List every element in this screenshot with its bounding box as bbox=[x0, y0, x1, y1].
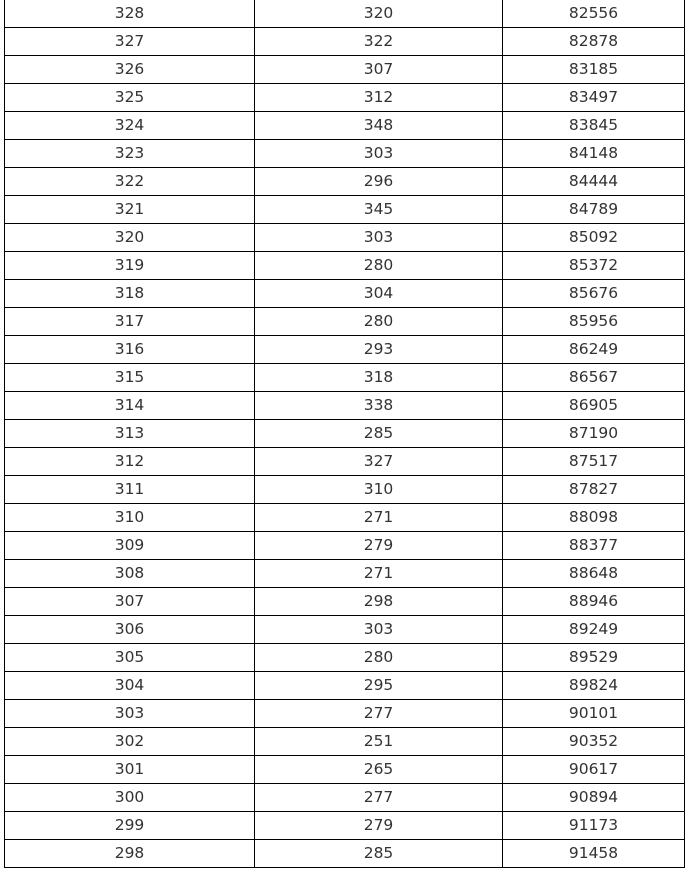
table-row bbox=[5, 224, 685, 252]
count-cell: 279 bbox=[255, 812, 503, 840]
table-row bbox=[5, 392, 685, 420]
count-cell: 303 bbox=[255, 616, 503, 644]
score-distribution-table-container bbox=[4, 0, 684, 868]
table-row bbox=[5, 336, 685, 364]
table-row bbox=[5, 140, 685, 168]
table-row bbox=[5, 280, 685, 308]
score-cell: 325 bbox=[5, 84, 255, 112]
score-cell: 321 bbox=[5, 196, 255, 224]
count-cell: 280 bbox=[255, 308, 503, 336]
score-cell: 310 bbox=[5, 504, 255, 532]
cumulative-count-cell: 82878 bbox=[503, 28, 685, 56]
score-cell: 311 bbox=[5, 476, 255, 504]
score-cell: 302 bbox=[5, 728, 255, 756]
score-cell: 327 bbox=[5, 28, 255, 56]
table-row bbox=[5, 784, 685, 812]
score-cell: 318 bbox=[5, 280, 255, 308]
cumulative-count-cell: 89824 bbox=[503, 672, 685, 700]
cumulative-count-cell: 90894 bbox=[503, 784, 685, 812]
count-cell: 296 bbox=[255, 168, 503, 196]
table-row bbox=[5, 112, 685, 140]
score-cell: 298 bbox=[5, 840, 255, 868]
cumulative-count-cell: 90101 bbox=[503, 700, 685, 728]
cumulative-count-cell: 89249 bbox=[503, 616, 685, 644]
score-cell: 313 bbox=[5, 420, 255, 448]
count-cell: 251 bbox=[255, 728, 503, 756]
score-cell: 303 bbox=[5, 700, 255, 728]
score-cell: 320 bbox=[5, 224, 255, 252]
count-cell: 295 bbox=[255, 672, 503, 700]
count-cell: 271 bbox=[255, 504, 503, 532]
score-cell: 299 bbox=[5, 812, 255, 840]
count-cell: 265 bbox=[255, 756, 503, 784]
score-cell: 323 bbox=[5, 140, 255, 168]
cumulative-count-cell: 89529 bbox=[503, 644, 685, 672]
cumulative-count-cell: 86567 bbox=[503, 364, 685, 392]
count-cell: 277 bbox=[255, 784, 503, 812]
table-row bbox=[5, 560, 685, 588]
score-cell: 328 bbox=[5, 0, 255, 28]
table-row bbox=[5, 532, 685, 560]
score-cell: 315 bbox=[5, 364, 255, 392]
table-row bbox=[5, 196, 685, 224]
count-cell: 338 bbox=[255, 392, 503, 420]
cumulative-count-cell: 88946 bbox=[503, 588, 685, 616]
table-row bbox=[5, 728, 685, 756]
cumulative-count-cell: 87190 bbox=[503, 420, 685, 448]
cumulative-count-cell: 84444 bbox=[503, 168, 685, 196]
cumulative-count-cell: 91173 bbox=[503, 812, 685, 840]
cumulative-count-cell: 85372 bbox=[503, 252, 685, 280]
cumulative-count-cell: 86249 bbox=[503, 336, 685, 364]
cumulative-count-cell: 88648 bbox=[503, 560, 685, 588]
table-row bbox=[5, 476, 685, 504]
count-cell: 318 bbox=[255, 364, 503, 392]
cumulative-count-cell: 82556 bbox=[503, 0, 685, 28]
table-row bbox=[5, 840, 685, 868]
cumulative-count-cell: 85956 bbox=[503, 308, 685, 336]
count-cell: 293 bbox=[255, 336, 503, 364]
score-cell: 324 bbox=[5, 112, 255, 140]
score-cell: 301 bbox=[5, 756, 255, 784]
cumulative-count-cell: 85676 bbox=[503, 280, 685, 308]
cumulative-count-cell: 83185 bbox=[503, 56, 685, 84]
cumulative-count-cell: 88098 bbox=[503, 504, 685, 532]
cumulative-count-cell: 84789 bbox=[503, 196, 685, 224]
count-cell: 303 bbox=[255, 224, 503, 252]
cumulative-count-cell: 83845 bbox=[503, 112, 685, 140]
cumulative-count-cell: 90352 bbox=[503, 728, 685, 756]
table-row bbox=[5, 756, 685, 784]
count-cell: 280 bbox=[255, 644, 503, 672]
table-row bbox=[5, 84, 685, 112]
table-row bbox=[5, 364, 685, 392]
table-row bbox=[5, 504, 685, 532]
score-cell: 312 bbox=[5, 448, 255, 476]
table-row bbox=[5, 420, 685, 448]
score-cell: 326 bbox=[5, 56, 255, 84]
table-row bbox=[5, 588, 685, 616]
cumulative-count-cell: 85092 bbox=[503, 224, 685, 252]
score-distribution-table bbox=[4, 0, 685, 868]
count-cell: 304 bbox=[255, 280, 503, 308]
cumulative-count-cell: 87827 bbox=[503, 476, 685, 504]
score-cell: 300 bbox=[5, 784, 255, 812]
score-cell: 322 bbox=[5, 168, 255, 196]
table-row bbox=[5, 616, 685, 644]
table-row bbox=[5, 308, 685, 336]
cumulative-count-cell: 88377 bbox=[503, 532, 685, 560]
cumulative-count-cell: 87517 bbox=[503, 448, 685, 476]
table-row bbox=[5, 252, 685, 280]
count-cell: 277 bbox=[255, 700, 503, 728]
count-cell: 320 bbox=[255, 0, 503, 28]
cumulative-count-cell: 91458 bbox=[503, 840, 685, 868]
count-cell: 348 bbox=[255, 112, 503, 140]
count-cell: 285 bbox=[255, 420, 503, 448]
table-row bbox=[5, 28, 685, 56]
table-row bbox=[5, 644, 685, 672]
count-cell: 279 bbox=[255, 532, 503, 560]
count-cell: 310 bbox=[255, 476, 503, 504]
score-cell: 319 bbox=[5, 252, 255, 280]
score-cell: 308 bbox=[5, 560, 255, 588]
score-cell: 305 bbox=[5, 644, 255, 672]
score-cell: 317 bbox=[5, 308, 255, 336]
table-body bbox=[5, 0, 685, 868]
count-cell: 327 bbox=[255, 448, 503, 476]
cumulative-count-cell: 84148 bbox=[503, 140, 685, 168]
score-cell: 304 bbox=[5, 672, 255, 700]
score-cell: 307 bbox=[5, 588, 255, 616]
count-cell: 345 bbox=[255, 196, 503, 224]
count-cell: 285 bbox=[255, 840, 503, 868]
count-cell: 312 bbox=[255, 84, 503, 112]
table-row bbox=[5, 56, 685, 84]
count-cell: 280 bbox=[255, 252, 503, 280]
table-row bbox=[5, 168, 685, 196]
count-cell: 298 bbox=[255, 588, 503, 616]
table-row bbox=[5, 812, 685, 840]
score-cell: 316 bbox=[5, 336, 255, 364]
score-cell: 314 bbox=[5, 392, 255, 420]
cumulative-count-cell: 90617 bbox=[503, 756, 685, 784]
table-row bbox=[5, 0, 685, 28]
score-cell: 306 bbox=[5, 616, 255, 644]
count-cell: 322 bbox=[255, 28, 503, 56]
count-cell: 271 bbox=[255, 560, 503, 588]
table-row bbox=[5, 448, 685, 476]
count-cell: 307 bbox=[255, 56, 503, 84]
table-row bbox=[5, 672, 685, 700]
table-row bbox=[5, 700, 685, 728]
score-cell: 309 bbox=[5, 532, 255, 560]
cumulative-count-cell: 83497 bbox=[503, 84, 685, 112]
cumulative-count-cell: 86905 bbox=[503, 392, 685, 420]
count-cell: 303 bbox=[255, 140, 503, 168]
